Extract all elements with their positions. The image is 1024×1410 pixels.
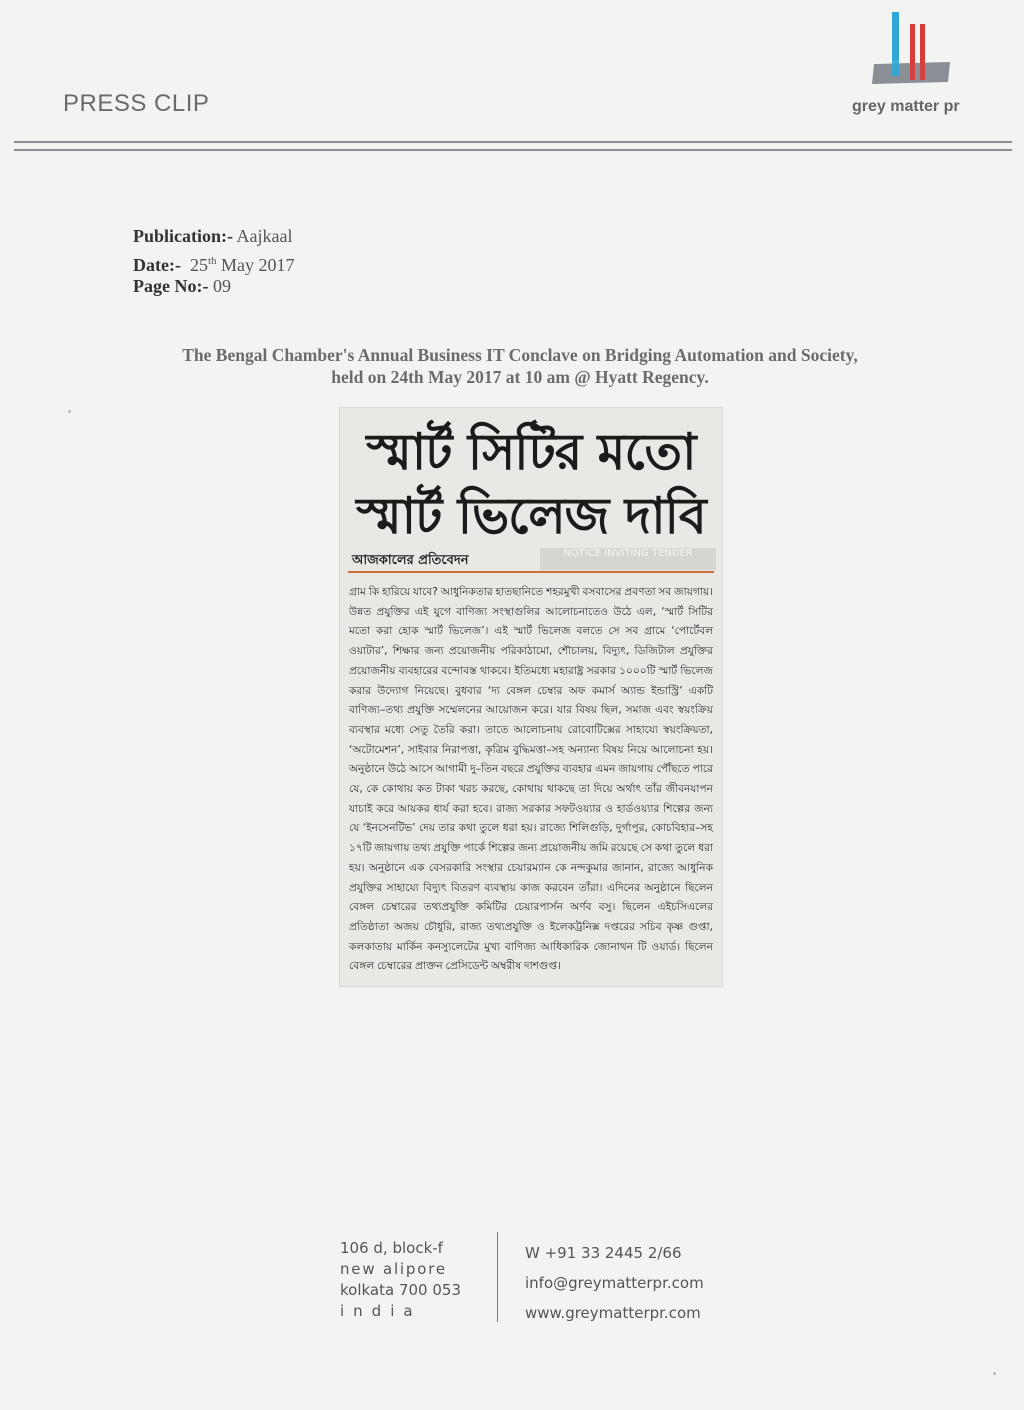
press-clip-title: PRESS CLIP	[63, 90, 210, 117]
footer-divider	[497, 1232, 498, 1322]
footer-email[interactable]: info@greymatterpr.com	[525, 1274, 704, 1292]
date-day: 25	[189, 255, 208, 275]
caption-line-2: held on 24th May 2017 at 10 am @ Hyatt Regency.	[331, 367, 709, 387]
header-divider-secondary	[14, 149, 1012, 151]
address-line-2: new alipore	[340, 1260, 447, 1278]
publication-value: Aajkaal	[236, 226, 293, 246]
clipping-byline: আজকালের প্রতিবেদন	[352, 553, 469, 568]
address-line-1: 106 d, block-f	[340, 1239, 443, 1257]
publication-row	[133, 224, 295, 249]
footer-address	[340, 1238, 461, 1322]
header-divider	[14, 141, 1012, 143]
headline-line-1: স্মার্ট সিটির মতো	[366, 423, 696, 481]
date-suffix: th	[207, 255, 217, 267]
headline-line-2: স্মার্ট ভিলেজ দাবি	[356, 487, 706, 545]
page-row	[133, 274, 295, 299]
footer-contact	[525, 1238, 704, 1328]
publication-meta	[133, 224, 295, 299]
date-row	[133, 249, 295, 274]
event-caption	[100, 344, 940, 388]
background-notice: NOTICE INVITING TENDER	[540, 548, 716, 570]
newspaper-clipping	[340, 408, 722, 986]
date-label: Date:-	[133, 255, 181, 275]
clipping-headline	[340, 420, 722, 548]
date-rest: May 2017	[221, 255, 295, 275]
publication-label: Publication:-	[133, 226, 234, 246]
grey-matter-logo-icon	[870, 10, 960, 90]
page-label: Page No:-	[133, 276, 209, 296]
caption-line-1: The Bengal Chamber's Annual Business IT Conclave on Bridging Automation and Society,	[182, 345, 858, 365]
address-line-4: india	[340, 1302, 422, 1320]
byline-divider	[348, 571, 714, 573]
date-value	[185, 255, 294, 275]
footer-website[interactable]: www.greymatterpr.com	[525, 1304, 701, 1322]
logo-text: grey matter pr	[852, 98, 960, 115]
page-value: 09	[212, 276, 231, 296]
address-line-3: kolkata 700 053	[340, 1281, 461, 1299]
clipping-body: গ্রাম কি হারিয়ে যাবে? আধুনিকতার হাতছানিতে শহরমুখী বসবাসের প্রবণতা সব জায়গায়। উন্নত প্রযুক্তির এই যুগে বাণিজ্য সংস্থাগুলির আলোচনাতেও উঠে এল, ‘স্মার্ট সিটির মতো করা হোক স্মার্ট ভিলেজ’। এই স্মার্ট ভিলেজ বলতে সে সব গ্রামে ‘পোর্টেবল ওয়াটার’, শিক্ষার জন্য প্রয়োজনীয় পরিকাঠামো, শৌচালয়, বিদ্যুৎ, ডিজিটাল প্রযুক্তির প্রয়োজনীয় ব্যবহারের বন্দোবস্ত থাকবে। ইতিমধ্যে মহারাষ্ট্র সরকার ১০০০টি স্মার্ট ভিলেজ করার উদ্যোগ নিয়েছে। বুধবার ‘দ্য বেঙ্গল চেম্বার অফ কমার্স অ্যান্ড ইন্ডাস্ট্রি’ একটি বাণিজ্য–তথ্য প্রযুক্তি সম্মেলনের আয়োজন করে। যার বিষয় ছিল, সমাজ এবং স্বয়ংক্রিয় ব্যবস্থার মধ্যে সেতু তৈরি করা। তাতে আলোচনায় রোবোটিক্সের সাহায্যে স্বয়ংক্রিয়তা, ‘অটোমেশন’, সাইবার নিরাপত্তা, কৃত্রিম বুদ্ধিমত্তা–সহ অন্যান্য বিষয় নিয়ে আলোচনা হয়। অনুষ্ঠানে উঠে আসে আগামী দু–তিন বছরে প্রযুক্তির ব্যবহার এমন জায়গায় পৌঁছতে পারে যে, কে কোথায় কত টাকা খরচ করছে, কোথায় থাকছে তা দিয়ে অর্থাৎ তাঁর জীবনযাপন যাচাই করে আয়কর ধার্য করা হবে। রাজ্য সরকার সফটওয়্যার ও হার্ডওয়্যার শিল্পের জন্য যে ‘ইনসেনটিভ’ দেয় তার কথা তুলে ধরা হয়। রাজ্যে শিলিগুড়ি, দুর্গাপুর, কোচবিহার–সহ ১৭টি জায়গায় তথ্য প্রযুক্তি পার্কে শিল্পের জন্য প্রয়োজনীয় জমি রয়েছে সে কথা তুলে ধরা হয়। অনুষ্ঠানে এক বেসরকারি সংস্থার চেয়ারম্যান কে নন্দকুমার জানান, রাজ্যে আধুনিক প্রযুক্তির সাহায্যে বিদ্যুৎ বিতরণ ব্যবস্থায় কাজ করবেন তাঁরা। এদিনের অনুষ্ঠানে ছিলেন বেঙ্গল চেম্বারের তথ্যপ্রযুক্তি কমিটির চেয়ারপার্সন অর্ণব বসু। ছিলেন এইচসিএলের প্রতিষ্ঠাতা অজয় চৌধুরি, রাজ্য তথ্যপ্রযুক্তি ও ইলেকট্রনিক্স দপ্তরের সচিব কৃষ্ণ গুপ্তা, কলকাতায় মার্কিন কনস্যুলেটের মুখ্য বাণিজ্য আধিকারিক জোনাথন টি ওয়ার্ড। ছিলেন বেঙ্গল চেম্বারের প্রাক্তন প্রেসিডেন্ট অম্বরীষ দাশগুপ্ত।	[349, 586, 713, 973]
footer-phone: W +91 33 2445 2/66	[525, 1244, 682, 1262]
scan-speck	[68, 410, 71, 413]
scan-speck	[993, 1372, 996, 1375]
